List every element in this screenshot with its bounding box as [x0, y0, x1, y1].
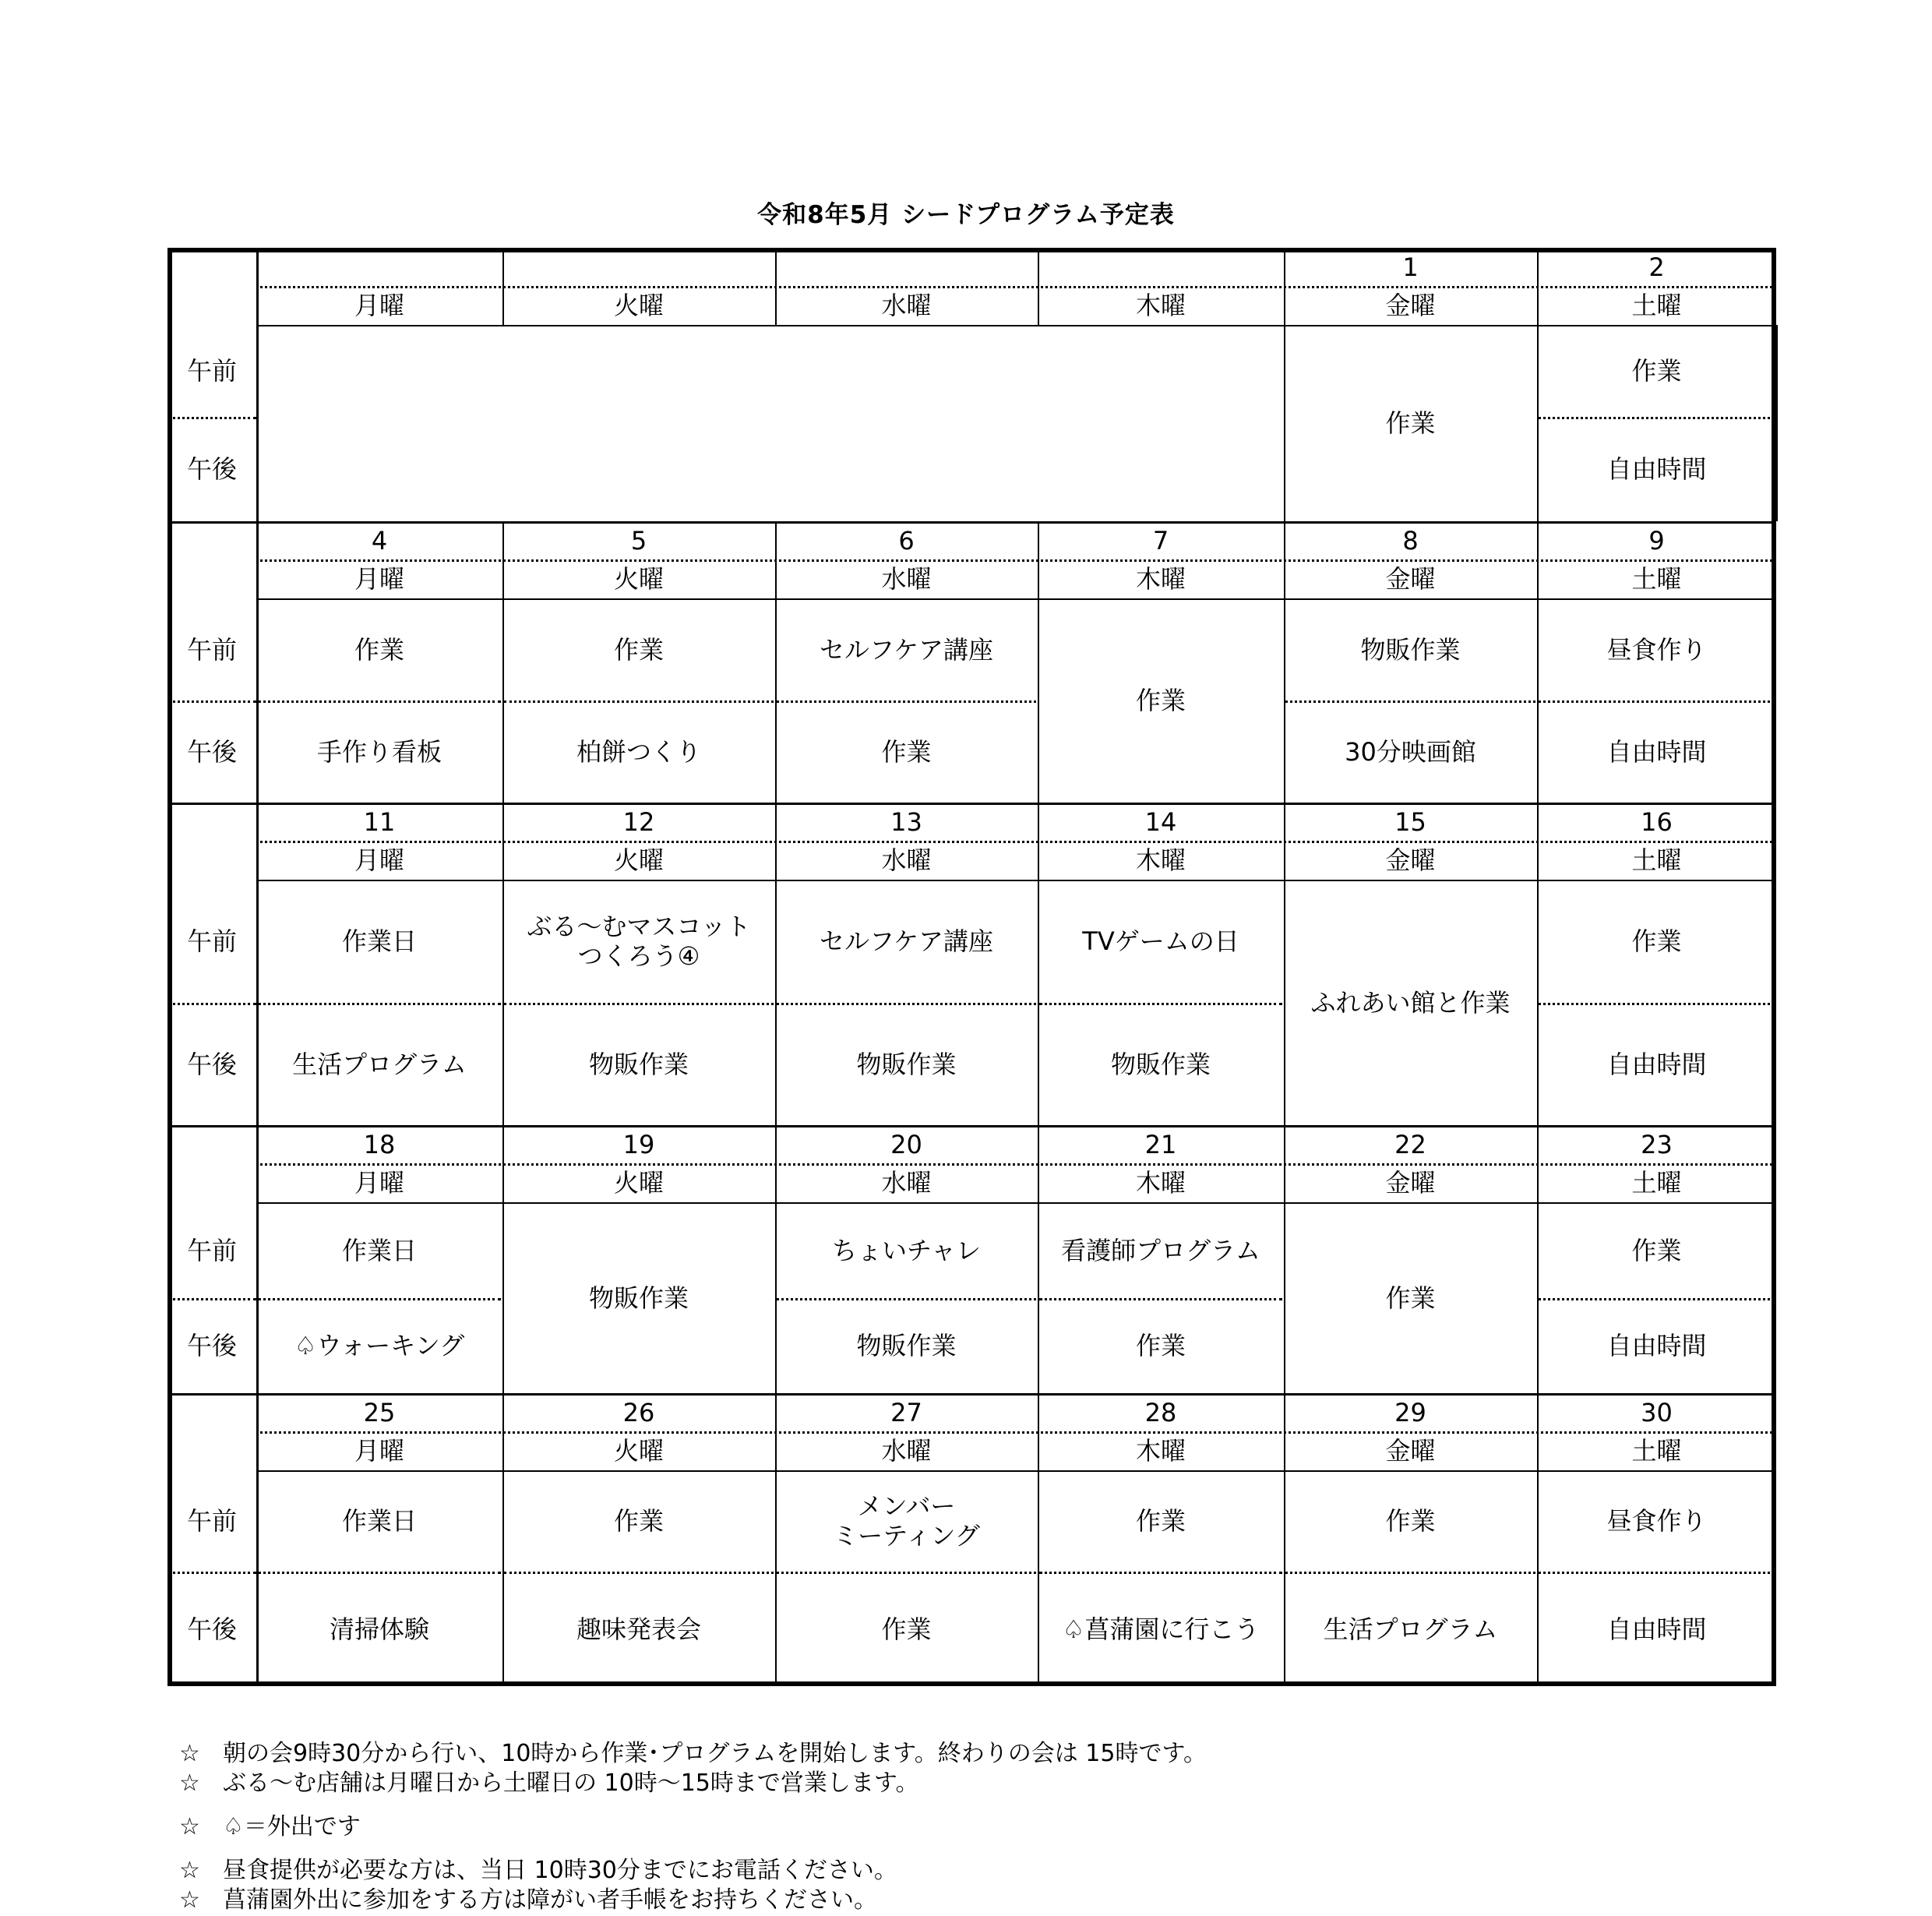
- schedule-cell-pm: ♤菖蒲園に行こう: [1062, 1614, 1260, 1644]
- date-number: 13: [890, 806, 922, 837]
- date-number: 6: [898, 525, 915, 556]
- schedule-cell-pm: 物販作業: [1110, 1049, 1211, 1079]
- weekday-label: 木曜: [1135, 564, 1186, 594]
- date-number: 21: [1144, 1129, 1177, 1159]
- schedule-cell-fullday: 物販作業: [588, 1283, 689, 1313]
- weekday-label: 火曜: [613, 1168, 664, 1198]
- weekday-label: 木曜: [1135, 1168, 1186, 1198]
- schedule-cell-am: 物販作業: [1360, 634, 1461, 665]
- weekday-label: 土曜: [1631, 291, 1682, 320]
- weekday-label: 水曜: [881, 1436, 932, 1466]
- weekday-label: 金曜: [1385, 1168, 1436, 1198]
- grid-line: [1776, 325, 1778, 521]
- date-number: [502, 248, 775, 286]
- schedule-cell-am: 看護師プログラム: [1061, 1235, 1260, 1265]
- period-label-am: 午前: [186, 356, 237, 386]
- schedule-cell-pm: 手作り看板: [316, 736, 442, 767]
- period-label-pm: 午後: [186, 1614, 237, 1644]
- date-number: 27: [890, 1397, 922, 1427]
- date-number: 9: [1648, 525, 1665, 556]
- schedule-cell-am: TVゲームの日: [1082, 926, 1239, 956]
- note-item: [179, 1807, 361, 1841]
- schedule-cell-pm: 作業: [1135, 1331, 1186, 1360]
- date-number: [1038, 248, 1284, 286]
- schedule-cell-pm: 生活プログラム: [1323, 1614, 1498, 1644]
- schedule-cell-am: 作業: [1385, 1506, 1436, 1536]
- date-number: 29: [1394, 1397, 1426, 1427]
- schedule-cell-pm: 柏餅つくり: [576, 736, 701, 767]
- schedule-cell-pm: 作業: [881, 736, 932, 767]
- schedule-cell-pm: 自由時間: [1606, 736, 1707, 767]
- weekday-label: 土曜: [1631, 564, 1682, 594]
- weekday-label: 土曜: [1631, 845, 1682, 875]
- schedule-cell-pm: 30分映画館: [1345, 736, 1476, 767]
- schedule-cell-am: ちょいチャレ: [831, 1235, 982, 1265]
- date-number: 19: [622, 1129, 655, 1159]
- weekday-label: 月曜: [354, 1168, 404, 1198]
- schedule-cell-fullday: 作業: [1385, 1283, 1436, 1313]
- note-text: ♤＝外出です: [223, 1813, 361, 1840]
- date-number: 30: [1641, 1397, 1673, 1427]
- weekday-label: 火曜: [613, 845, 664, 875]
- schedule-cell-pm: 自由時間: [1606, 454, 1707, 484]
- weekday-label: 金曜: [1385, 564, 1436, 594]
- date-number: 16: [1641, 806, 1673, 837]
- schedule-calendar: [167, 248, 1776, 1686]
- note-text: 昼食提供が必要な方は、当日 10時30分までにお電話ください。: [223, 1857, 897, 1884]
- weekday-label: 月曜: [354, 1436, 404, 1466]
- schedule-cell-fullday: 作業: [1135, 686, 1186, 715]
- schedule-cell-am: 作業: [1135, 1506, 1186, 1536]
- weekday-label: 水曜: [881, 291, 932, 320]
- weekday-label: 月曜: [354, 845, 404, 875]
- weekday-label: 金曜: [1385, 291, 1436, 320]
- schedule-cell-pm: 物販作業: [856, 1331, 957, 1360]
- schedule-cell-am: 作業日: [341, 1235, 417, 1265]
- date-number: 4: [371, 525, 388, 556]
- schedule-cell-fullday: 作業: [1385, 408, 1436, 438]
- weekday-label: 火曜: [613, 564, 664, 594]
- period-label-am: 午前: [186, 1506, 237, 1536]
- star-icon: ☆: [179, 1886, 200, 1914]
- period-label-am: 午前: [186, 1235, 237, 1265]
- schedule-cell-am: 作業: [354, 634, 404, 665]
- weekday-label: 水曜: [881, 845, 932, 875]
- weekday-label: 木曜: [1135, 1436, 1186, 1466]
- schedule-cell-am: 作業: [613, 634, 664, 665]
- star-icon: ☆: [179, 1813, 200, 1840]
- note-text: ぶる～む店舗は月曜日から土曜日の 10時～15時まで営業します。: [223, 1770, 919, 1797]
- date-number: 26: [622, 1397, 655, 1427]
- weekday-label: 水曜: [881, 1168, 932, 1198]
- date-number: 8: [1402, 525, 1419, 556]
- note-text: 菖蒲園外出に参加をする方は障がい者手帳をお持ちください。: [223, 1886, 877, 1914]
- schedule-cell-am: ぶる～むマスコット つくろう④: [527, 912, 751, 971]
- weekday-label: 水曜: [881, 564, 932, 594]
- period-label-am: 午前: [186, 634, 237, 665]
- date-number: 7: [1152, 525, 1169, 556]
- schedule-cell-am: セルフケア講座: [819, 926, 994, 956]
- period-label-pm: 午後: [186, 1331, 237, 1360]
- date-number: 18: [363, 1129, 396, 1159]
- schedule-cell-pm: 物販作業: [856, 1049, 957, 1079]
- schedule-cell-am: 作業日: [341, 926, 417, 956]
- schedule-cell-am: 作業: [1631, 1235, 1682, 1265]
- weekday-label: 月曜: [354, 564, 404, 594]
- star-icon: ☆: [179, 1770, 200, 1797]
- date-number: 23: [1641, 1129, 1673, 1159]
- date-number: [256, 248, 502, 286]
- weekday-label: 火曜: [613, 1436, 664, 1466]
- weekday-label: 木曜: [1135, 845, 1186, 875]
- date-number: 14: [1144, 806, 1177, 837]
- schedule-cell-pm: 自由時間: [1606, 1049, 1707, 1079]
- schedule-cell-pm: 自由時間: [1606, 1614, 1707, 1644]
- schedule-cell-pm: 趣味発表会: [576, 1614, 701, 1644]
- date-number: 1: [1402, 252, 1419, 282]
- date-number: 20: [890, 1129, 922, 1159]
- date-number: 25: [363, 1397, 396, 1427]
- schedule-cell-am: 昼食作り: [1606, 634, 1707, 665]
- schedule-cell-pm: ♤ウォーキング: [294, 1331, 465, 1360]
- schedule-cell-am: 作業: [1631, 926, 1682, 956]
- period-label-pm: 午後: [186, 736, 237, 767]
- weekday-label: 土曜: [1631, 1168, 1682, 1198]
- date-number: 11: [363, 806, 396, 837]
- schedule-cell-am: 昼食作り: [1606, 1506, 1707, 1536]
- date-number: 12: [622, 806, 655, 837]
- weekday-label: 火曜: [613, 291, 664, 320]
- schedule-cell-pm: 自由時間: [1606, 1331, 1707, 1360]
- date-number: 5: [630, 525, 647, 556]
- period-label-pm: 午後: [186, 454, 237, 484]
- star-icon: ☆: [179, 1857, 200, 1884]
- star-icon: ☆: [179, 1740, 200, 1767]
- schedule-cell-pm: 物販作業: [588, 1049, 689, 1079]
- date-number: 22: [1394, 1129, 1426, 1159]
- weekday-label: 金曜: [1385, 1436, 1436, 1466]
- schedule-cell-pm: 作業: [881, 1614, 932, 1644]
- schedule-cell-am: 作業日: [341, 1506, 417, 1536]
- schedule-cell-am: 作業: [613, 1506, 664, 1536]
- page-title: 令和8年5月 シードプログラム予定表: [757, 201, 1175, 229]
- schedule-cell-pm: 生活プログラム: [292, 1049, 467, 1079]
- date-number: 2: [1648, 252, 1665, 282]
- date-number: [775, 248, 1038, 286]
- schedule-cell-am: セルフケア講座: [819, 634, 994, 665]
- schedule-cell-pm: 清掃体験: [329, 1614, 429, 1644]
- date-number: 15: [1394, 806, 1426, 837]
- weekday-label: 金曜: [1385, 845, 1436, 875]
- note-text: 朝の会9時30分から行い、10時から作業･プログラムを開始します。終わりの会は 15時です。: [223, 1740, 1208, 1767]
- date-number: 28: [1144, 1397, 1177, 1427]
- schedule-cell-am: メンバー ミーティング: [833, 1491, 980, 1551]
- period-label-am: 午前: [186, 926, 237, 956]
- note-item: [179, 1763, 918, 1798]
- period-label-pm: 午後: [186, 1049, 237, 1079]
- weekday-label: 木曜: [1135, 291, 1186, 320]
- weekday-label: 月曜: [354, 291, 404, 320]
- note-item: [179, 1880, 877, 1914]
- schedule-cell-fullday: ふれあい館と作業: [1310, 987, 1511, 1018]
- schedule-cell-am: 作業: [1631, 356, 1682, 386]
- weekday-label: 土曜: [1631, 1436, 1682, 1466]
